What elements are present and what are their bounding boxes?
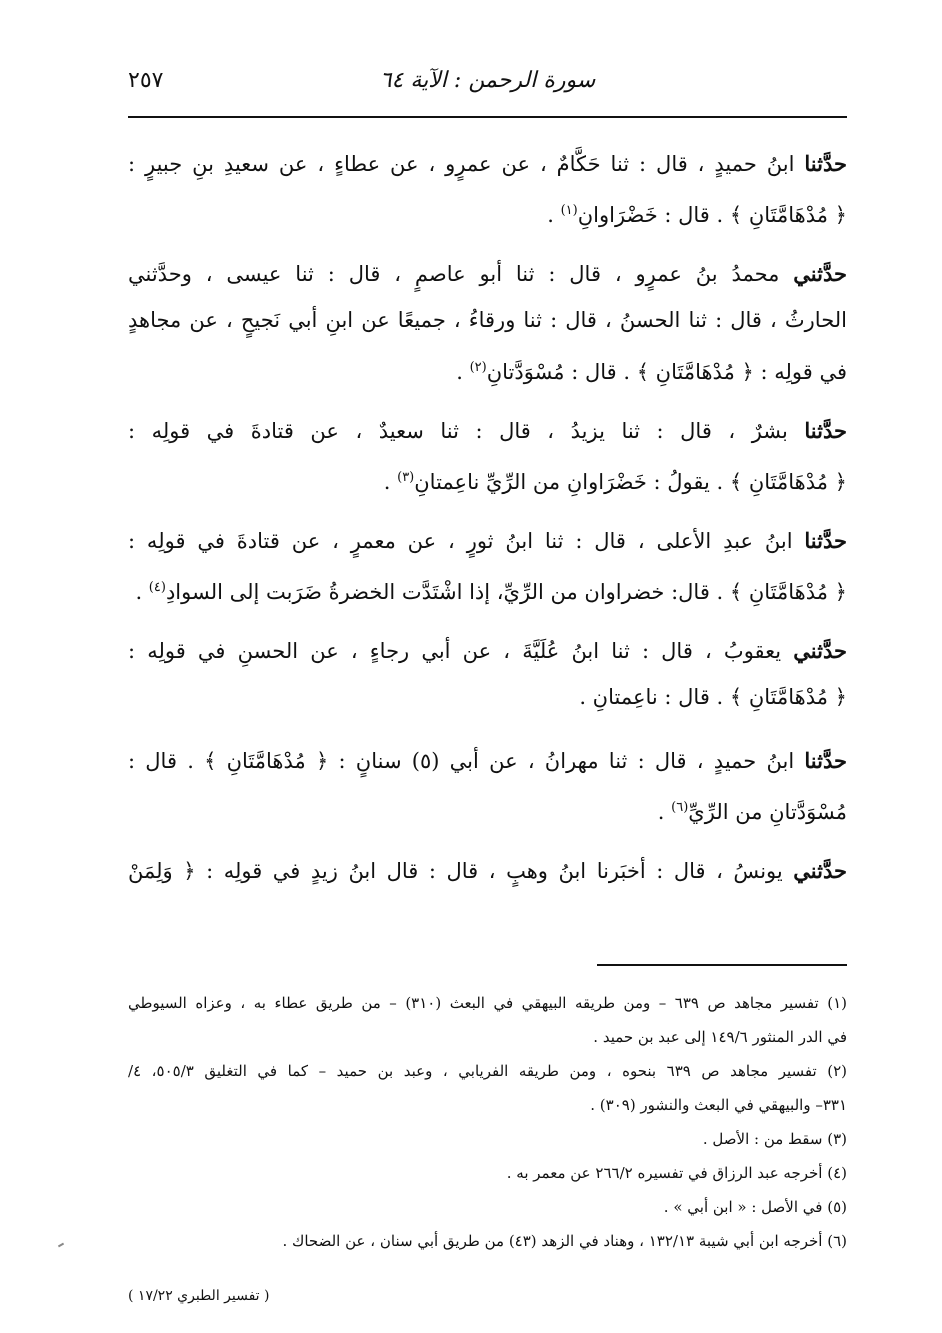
narration-lead: حدَّثني: [793, 858, 847, 883]
footnote-5: [128, 1190, 847, 1224]
header-rule: [128, 116, 847, 118]
footnote-6: [128, 1224, 847, 1258]
text-line-content: يعقوبُ ، قال : ثنا ابنُ عُلَيَّةَ ، عن أبي رجاءٍ ، عن الحسنِ في قولِه :: [128, 639, 782, 663]
text-line-content: محمدُ بنُ عمرٍو ، قال : ثنا أبو عاصمٍ ، قال : ثنا عيسى ، وحدَّثني: [128, 262, 780, 286]
text-line-content: بشرٌ ، قال : ثنا يزيدُ ، قال : ثنا سعيدٌ ، عن قتادةَ في قولِه :: [128, 419, 788, 443]
footnote-line: في الدر المنثور ١٤٩/٦ إلى عبد بن حميد .: [593, 1028, 847, 1046]
text-line-content: ﴿ مُدْهَامَّتَانِ ﴾ . قال : ناعِمتانِ .: [579, 685, 847, 709]
footnotes: [128, 986, 847, 1258]
footnote-line: (٤) أخرجه عبد الرزاق في تفسيره ٢٦٦/٢ عن معمر به .: [506, 1164, 847, 1182]
footnote-line: (٣) سقط من : الأصل .: [702, 1130, 847, 1148]
line-tail: .: [547, 203, 561, 227]
text-line-content: الحارثُ ، قال : ثنا الحسنُ ، قال : ثنا ورقاءُ ، جميعًا عن ابنِ أبي نَجيحٍ ، عن مجاهدٍ: [128, 308, 847, 332]
text-line: [128, 674, 847, 721]
main-text: [128, 140, 847, 910]
volume-colophon: ( تفسير الطبري ١٧/٢٢ ): [128, 1288, 270, 1304]
text-line: [128, 784, 847, 831]
footnote-1: [128, 986, 847, 1054]
narration-lead: حدَّثنا: [804, 748, 847, 773]
text-line: [128, 737, 847, 784]
narration-lead: حدَّثنا: [804, 418, 847, 443]
text-line-content: مُسْوَدَّتانِ من الرِّيِّ: [688, 800, 847, 824]
narration-lead: حدَّثنا: [804, 528, 847, 553]
text-line-content: يونسُ ، قال : أخبَرنا ابنُ وهبٍ ، قال : قال ابنُ زيدٍ في قولِه : ﴿ وَلِمَنْ: [128, 859, 783, 883]
hadith-paragraph-5: [128, 627, 847, 721]
text-line: [128, 564, 847, 611]
page-number: ٢٥٧: [128, 68, 164, 93]
text-line: [128, 847, 847, 894]
page-header: [128, 62, 847, 102]
footnote-separator: [597, 964, 847, 966]
line-tail: .: [383, 470, 398, 494]
running-title: سورة الرحمن : الآية ٦٤: [379, 68, 596, 93]
text-line: [128, 250, 847, 297]
text-line: [128, 517, 847, 564]
line-tail: .: [135, 580, 149, 604]
scan-speck: [58, 1243, 64, 1248]
footnote-line: (٦) أخرجه ابن أبي شيبة ١٣٢/١٣ ، وهناد في الزهد (٤٣) من طريق أبي سنان ، عن الضحاك .: [282, 1232, 847, 1250]
footnote-2: [128, 1054, 847, 1122]
text-line-content: ﴿ مُدْهَامَّتَانِ ﴾ . قال : خَضْرَاوانِ: [577, 203, 847, 227]
text-line-content: ﴿ مُدْهَامَّتَانِ ﴾ . يقولُ : خَضْرَاوانِ من الرِّيِّ ناعِمتانِ: [414, 470, 847, 494]
footnote-ref[interactable]: (٣): [397, 470, 415, 485]
text-line-content: في قولِه : ﴿ مُدْهَامَّتَانِ ﴾ . قال : مُسْوَدَّتانِ: [486, 360, 847, 384]
hadith-paragraph-6: [128, 737, 847, 831]
text-line: [128, 187, 847, 234]
footnote-ref[interactable]: (١): [560, 203, 578, 218]
hadith-paragraph-7: [128, 847, 847, 894]
footnote-line: (١) تفسير مجاهد ص ٦٣٩ – ومن طريقه البيهقي في البعث (٣١٠) – من طريق عطاء به ، وعزاه السيوطي: [128, 994, 847, 1012]
text-line: [128, 627, 847, 674]
narration-lead: حدَّثنا: [804, 151, 847, 176]
footnote-3: [128, 1122, 847, 1156]
text-line-content: ﴿ مُدْهَامَّتَانِ ﴾ . قال: خضراوان من الرِّيِّ، إذا اشْتَدَّت الخضرةُ ضَرَبت إلى السوادِ: [165, 580, 847, 604]
hadith-paragraph-2: [128, 250, 847, 391]
text-line: [128, 297, 847, 344]
text-line: [128, 407, 847, 454]
hadith-paragraph-3: [128, 407, 847, 501]
text-line: [128, 140, 847, 187]
text-line-content: ابنُ عبدِ الأعلى ، قال : ثنا ابنُ ثورٍ ، عن معمرٍ ، عن قتادةَ في قولِه :: [128, 529, 793, 553]
text-line: [128, 344, 847, 391]
footnote-ref[interactable]: (٤): [148, 580, 166, 595]
line-tail: .: [657, 800, 672, 824]
footnote-line: (٥) في الأصل : « ابن أبي » .: [663, 1198, 847, 1216]
text-line: [128, 454, 847, 501]
narration-lead: حدَّثني: [793, 261, 847, 286]
narration-lead: حدَّثني: [793, 638, 847, 663]
footnote-ref[interactable]: (٢): [469, 360, 487, 375]
footnote-ref[interactable]: (٦): [671, 800, 689, 815]
footnote-4: [128, 1156, 847, 1190]
text-line-content: ابنُ حميدٍ ، قال : ثنا مهرانُ ، عن أبي (٥) سنانٍ : ﴿ مُدْهَامَّتَانِ ﴾ . قال :: [128, 749, 795, 773]
footnote-line: (٢) تفسير مجاهد ص ٦٣٩ بنحوه ، ومن طريقه الفريابي ، وعبد بن حميد – كما في التغليق ٥٠٥/٣، ٤/: [128, 1062, 847, 1080]
hadith-paragraph-1: [128, 140, 847, 234]
hadith-paragraph-4: [128, 517, 847, 611]
text-line-content: ابنُ حميدٍ ، قال : ثنا حَكَّامٌ ، عن عمرٍو ، عن عطاءٍ ، عن سعيدِ بنِ جبيرٍ :: [128, 152, 795, 176]
line-tail: .: [456, 360, 470, 384]
footnote-line: ٣٣١– والبيهقي في البعث والنشور (٣٠٩) .: [590, 1096, 847, 1114]
